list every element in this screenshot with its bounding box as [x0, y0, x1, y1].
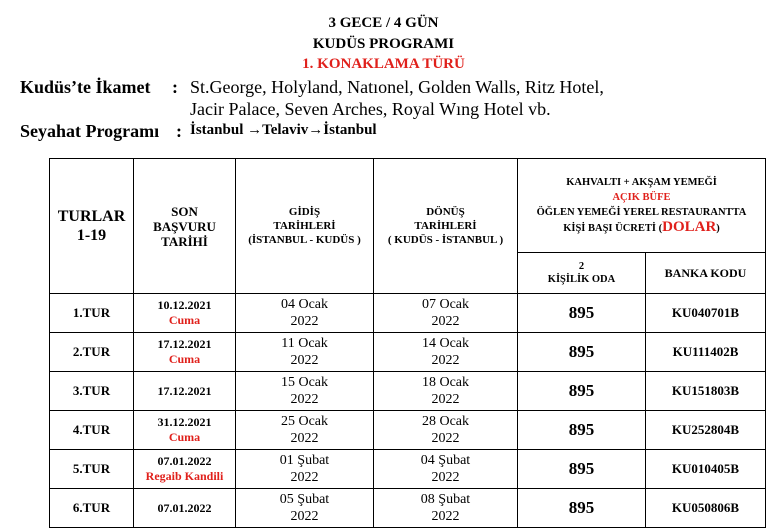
header-price-paren: )	[716, 223, 720, 234]
departure-cell	[236, 294, 374, 333]
departure-cell	[236, 333, 374, 372]
departure-day: 04 Ocak	[280, 297, 329, 312]
accommodation-colon: :	[172, 77, 178, 97]
header-price	[518, 159, 766, 253]
accommodation-hotels-line1: St.George, Holyland, Natıonel, Golden Walls, Ritz Hotel,	[190, 77, 604, 97]
table-header-row	[50, 159, 766, 253]
deadline-cell	[134, 411, 236, 450]
header-price-per-person: KİŞİ BAŞI ÜCRETİ (	[563, 223, 663, 234]
bank-code-cell: KU252804B	[646, 411, 766, 450]
table-row	[50, 450, 766, 489]
departure-day: 11 Ocak	[281, 336, 328, 351]
deadline-note: Regaib Kandili	[145, 469, 224, 483]
departure-cell	[236, 372, 374, 411]
tour-name: 3.TUR	[50, 372, 134, 411]
header-price-open-buffet: AÇIK BÜFE	[612, 192, 671, 203]
travel-program-route: İstanbul →Telaviv→İstanbul	[190, 122, 377, 138]
departure-day: 15 Ocak	[280, 375, 329, 390]
deadline-cell	[134, 450, 236, 489]
tour-name: 4.TUR	[50, 411, 134, 450]
table-row	[50, 489, 766, 528]
table-row	[50, 411, 766, 450]
header-room	[518, 253, 646, 294]
return-cell	[374, 333, 518, 372]
deadline-date: 17.12.2021	[157, 337, 212, 351]
departure-day: 01 Şubat	[279, 453, 330, 468]
return-cell	[374, 372, 518, 411]
departure-day: 25 Ocak	[280, 414, 329, 429]
departure-cell	[236, 411, 374, 450]
header-departure	[236, 159, 374, 294]
header-deadline-line3: TARİHİ	[161, 233, 208, 249]
departure-year: 2022	[290, 353, 319, 368]
header-price-meals: KAHVALTI + AKŞAM YEMEĞİ	[566, 177, 717, 188]
price-cell: 895	[518, 450, 646, 489]
return-year: 2022	[431, 353, 460, 368]
departure-day: 05 Şubat	[279, 492, 330, 507]
departure-year: 2022	[290, 470, 319, 485]
header-bank-code	[646, 253, 766, 294]
return-year: 2022	[431, 314, 460, 329]
header-turlar	[50, 159, 134, 294]
header-room-type: KİŞİLİK ODA	[547, 274, 616, 285]
header-price-lunch: ÖĞLEN YEMEĞİ YEREL RESTAURANTTA	[536, 207, 747, 218]
header-turlar-range: 1-19	[76, 227, 107, 244]
deadline-note: Cuma	[168, 430, 201, 444]
header-deadline-line2: BAŞVURU	[153, 218, 216, 234]
header-room-count: 2	[578, 261, 585, 272]
header-bank-code-label: BANKA KODU	[664, 265, 747, 280]
return-cell	[374, 450, 518, 489]
deadline-cell	[134, 294, 236, 333]
deadline-date: 07.01.2022	[157, 500, 212, 515]
table-row	[50, 333, 766, 372]
return-year: 2022	[431, 431, 460, 446]
return-cell	[374, 489, 518, 528]
header-return-line3: ( KUDÜS - İSTANBUL )	[387, 234, 504, 246]
header-departure-line1: GİDİŞ	[288, 206, 321, 218]
header-return	[374, 159, 518, 294]
return-cell	[374, 294, 518, 333]
header-departure-line3: (İSTANBUL - KUDÜS )	[248, 234, 361, 246]
departure-year: 2022	[290, 431, 319, 446]
header-departure-line2: TARİHLERİ	[273, 220, 336, 232]
departure-year: 2022	[290, 509, 319, 524]
return-day: 14 Ocak	[421, 336, 470, 351]
tour-name: 6.TUR	[50, 489, 134, 528]
price-cell: 895	[518, 411, 646, 450]
header-deadline-line1: SON	[171, 203, 198, 219]
header-return-line2: TARİHLERİ	[414, 220, 477, 232]
deadline-cell	[134, 489, 236, 528]
bank-code-cell: KU050806B	[646, 489, 766, 528]
accommodation-hotels-line2: Jacir Palace, Seven Arches, Royal Wıng Hotel vb.	[190, 99, 551, 119]
return-day: 28 Ocak	[421, 414, 470, 429]
departure-cell	[236, 450, 374, 489]
travel-program-colon: :	[176, 121, 182, 141]
bank-code-cell: KU040701B	[646, 294, 766, 333]
bank-code-cell: KU010405B	[646, 450, 766, 489]
table-row	[50, 372, 766, 411]
doc-title-accommodation-type: 1. KONAKLAMA TÜRÜ	[302, 56, 465, 72]
return-year: 2022	[431, 392, 460, 407]
return-day: 04 Şubat	[420, 453, 471, 468]
deadline-note: Cuma	[168, 313, 201, 327]
return-day: 18 Ocak	[421, 375, 470, 390]
deadline-cell	[134, 372, 236, 411]
deadline-date: 10.12.2021	[157, 298, 212, 312]
header-deadline	[134, 159, 236, 294]
header-price-currency: DOLAR	[662, 219, 717, 235]
header-turlar-label: TURLAR	[57, 208, 126, 225]
departure-cell	[236, 489, 374, 528]
departure-year: 2022	[290, 314, 319, 329]
price-cell: 895	[518, 489, 646, 528]
deadline-date: 17.12.2021	[157, 383, 212, 398]
price-cell: 895	[518, 372, 646, 411]
tours-table	[49, 158, 766, 528]
bank-code-cell: KU111402B	[646, 333, 766, 372]
departure-year: 2022	[290, 392, 319, 407]
price-cell: 895	[518, 294, 646, 333]
return-day: 07 Ocak	[421, 297, 470, 312]
doc-title-program: KUDÜS PROGRAMI	[312, 36, 455, 52]
deadline-note: Cuma	[168, 352, 201, 366]
travel-program-label: Seyahat Programı	[20, 121, 160, 141]
return-day: 08 Şubat	[420, 492, 471, 507]
doc-title-duration: 3 GECE / 4 GÜN	[328, 15, 439, 31]
return-cell	[374, 411, 518, 450]
header-return-line1: DÖNÜŞ	[426, 206, 465, 218]
tour-name: 1.TUR	[50, 294, 134, 333]
tour-name: 5.TUR	[50, 450, 134, 489]
accommodation-label: Kudüs’te İkamet	[20, 77, 151, 97]
return-year: 2022	[431, 470, 460, 485]
return-year: 2022	[431, 509, 460, 524]
bank-code-cell: KU151803B	[646, 372, 766, 411]
deadline-date: 31.12.2021	[157, 415, 212, 429]
price-cell: 895	[518, 333, 646, 372]
deadline-cell	[134, 333, 236, 372]
deadline-date: 07.01.2022	[157, 454, 212, 468]
table-row	[50, 294, 766, 333]
tour-name: 2.TUR	[50, 333, 134, 372]
